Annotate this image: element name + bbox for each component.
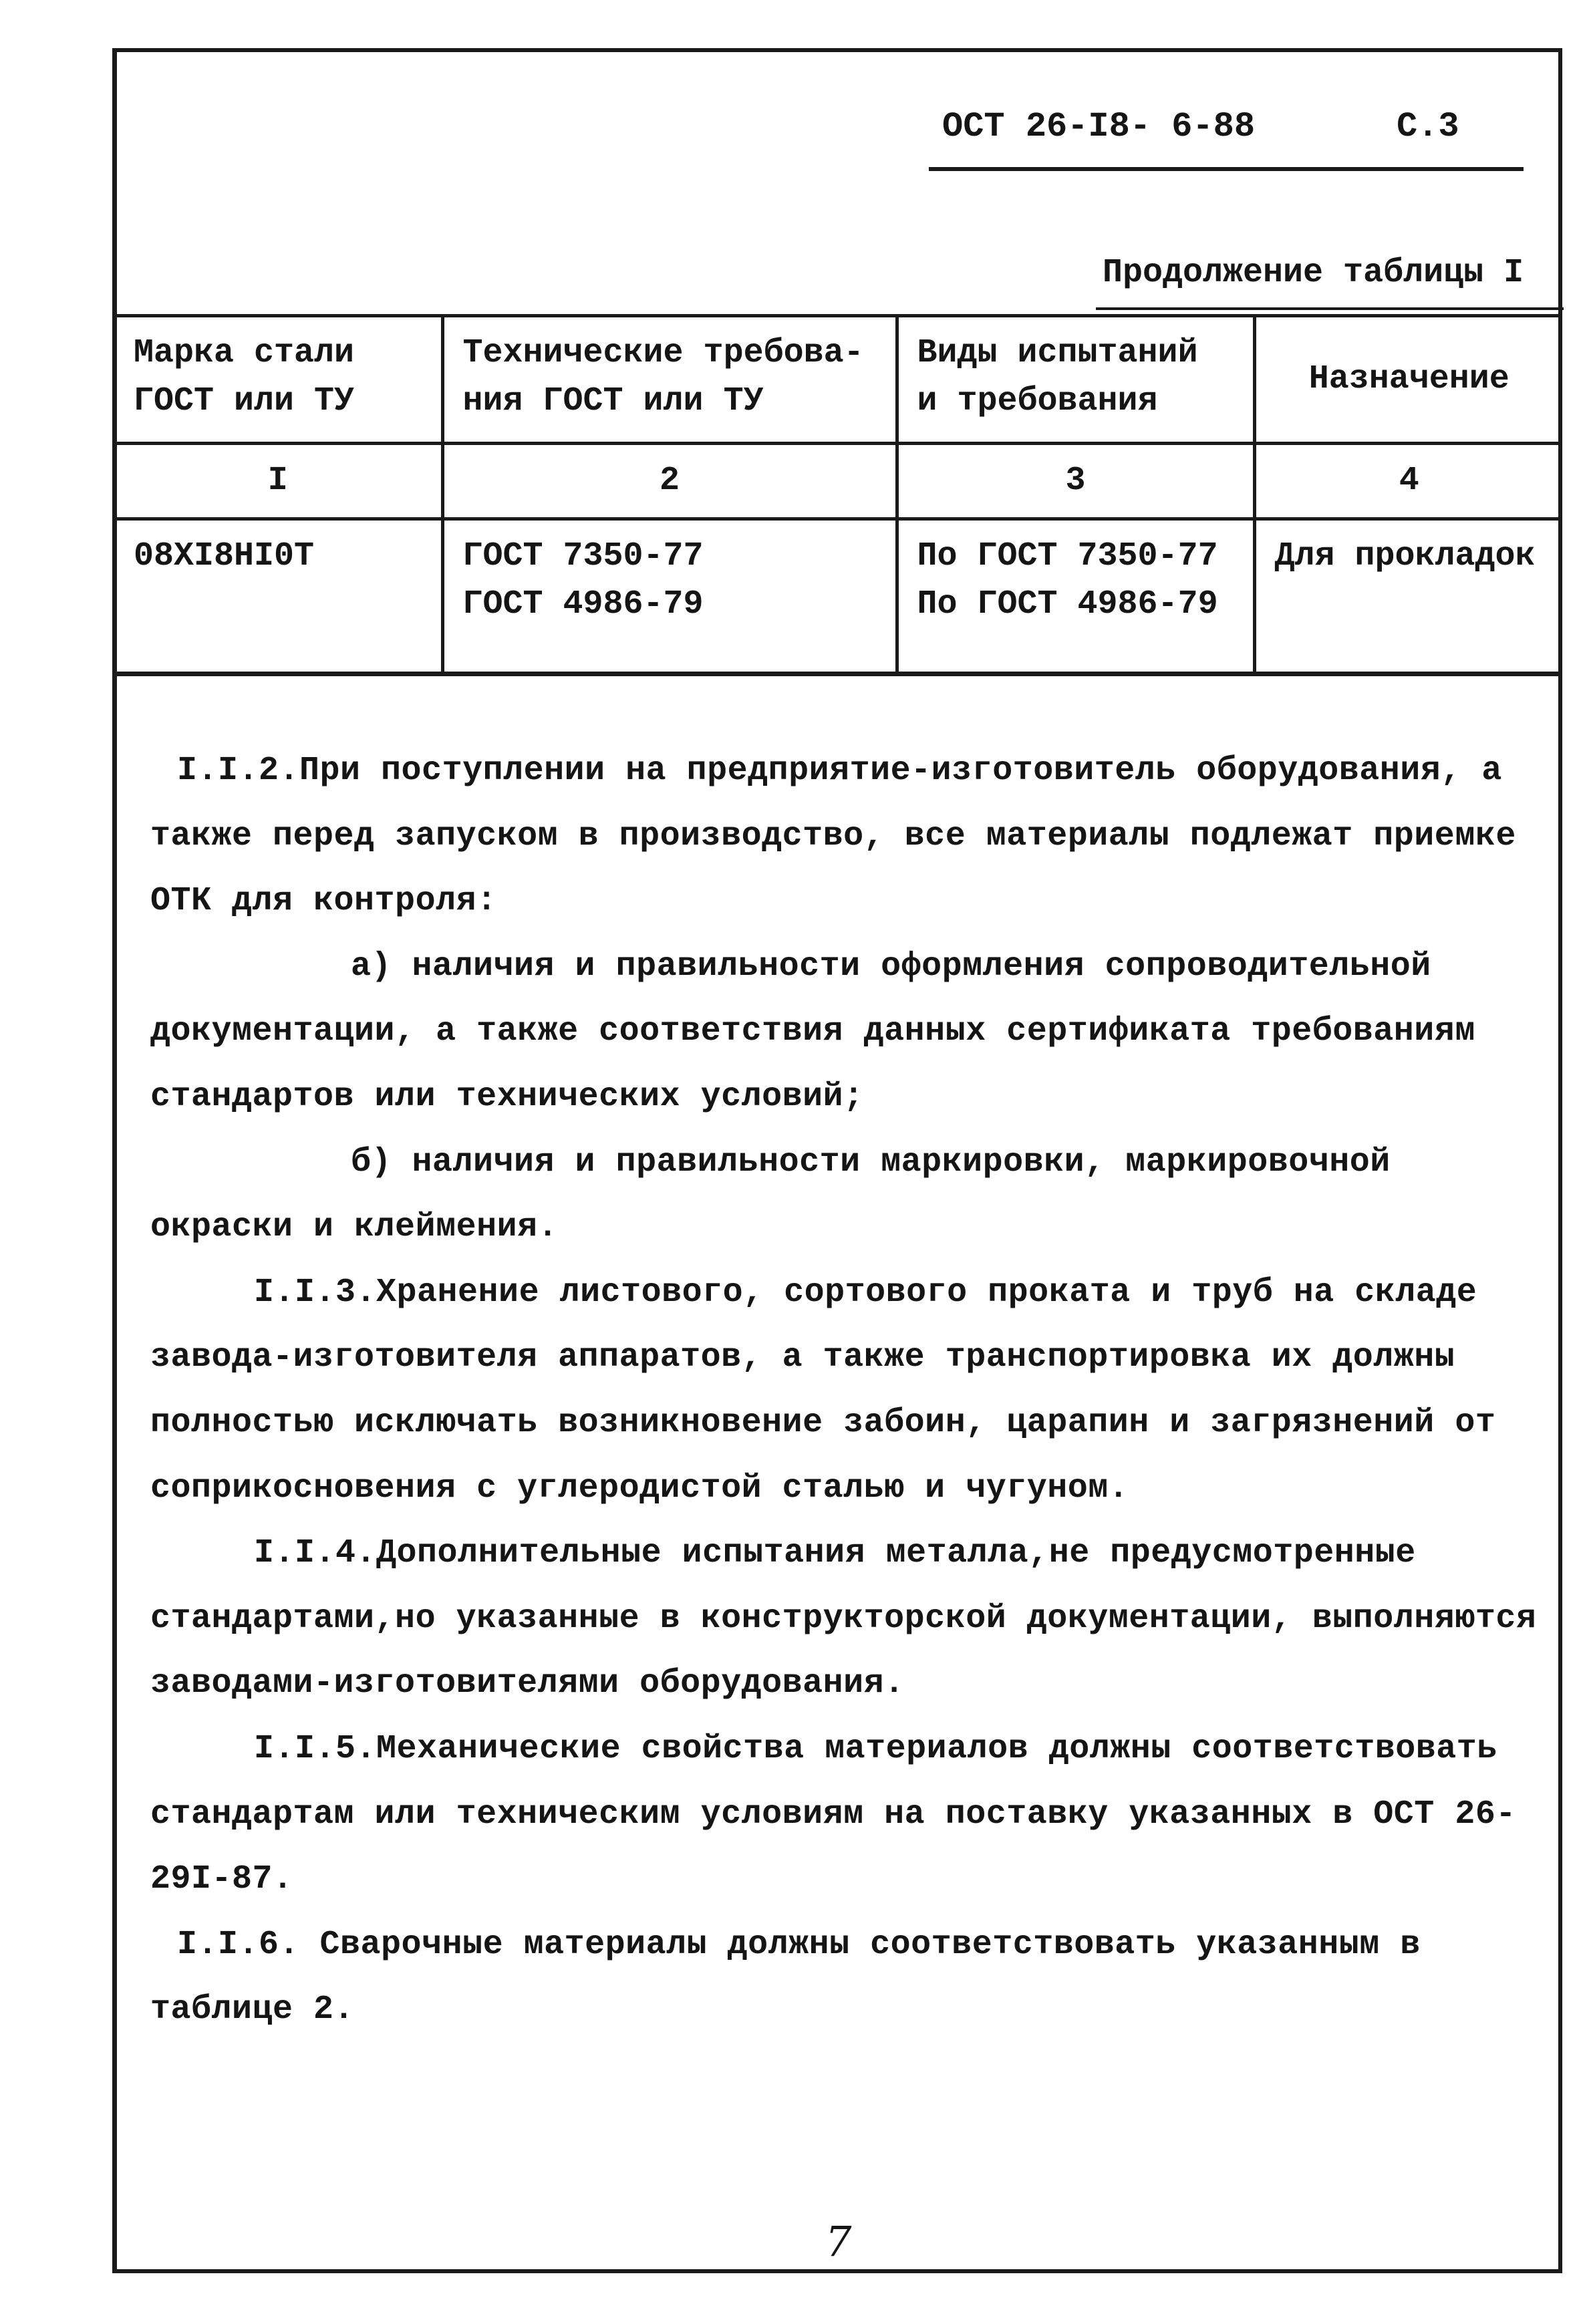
paragraph-1-1-5: I.I.5.Механические свойства материалов должны соответствовать стандартам или техническим условиям на поставку указанных в ОСТ 26-29I-87. — [150, 1729, 1516, 1899]
page-number: С.3 — [1397, 107, 1459, 146]
handwritten-page-number: 7 — [825, 2217, 852, 2266]
header-steel-grade: Марка стали ГОСТ или ТУ — [115, 316, 442, 444]
cell-gost: ГОСТ 7350-77 ГОСТ 4986-79 — [442, 519, 897, 674]
paragraph-1-1-4: I.I.4.Дополнительные испытания металла,не предусмотренные стандартами,но указанные в конструкторской документации, выполняются заводами-изготовителями оборудования. — [150, 1534, 1537, 1703]
header-rule — [929, 167, 1524, 171]
table-caption: Продолжение таблицы I — [1103, 254, 1524, 292]
header-test-types: Виды испытаний и требования — [897, 316, 1254, 444]
column-number: 2 — [442, 444, 897, 519]
paragraph-item-b: б) наличия и правильности маркировки, маркировочной окраски и клеймения. — [150, 1143, 1391, 1247]
column-number: I — [115, 444, 442, 519]
table-column-numbers — [115, 444, 1562, 519]
table-header-row — [115, 316, 1562, 444]
header-tech-requirements: Технические требова- ния ГОСТ или ТУ — [442, 316, 897, 444]
caption-rule — [1096, 307, 1564, 310]
paragraph-1-1-3: I.I.3.Хранение листового, сортового проката и труб на складе завода-изготовителя аппаратов, а также транспортировка их должны полностью исключать возникновение забоин, царапин и загрязнений от соприкосновения с углеродистой сталью и чугуном. — [150, 1273, 1496, 1507]
table-row — [115, 519, 1562, 674]
column-number: 4 — [1254, 444, 1562, 519]
paragraph-1-1-2: I.I.2.При поступлении на предприятие-изготовитель оборудования, а также перед запуском в производство, все материалы подлежат приемке ОТК для контроля: — [150, 752, 1516, 921]
cell-steel-grade: 08XI8HI0T — [115, 519, 442, 674]
paragraph-1-1-6: I.I.6. Сварочные материалы должны соответствовать указанным в таблице 2. — [150, 1925, 1421, 2029]
body-text — [150, 738, 1547, 2043]
cell-tests: По ГОСТ 7350-77 По ГОСТ 4986-79 — [897, 519, 1254, 674]
steel-spec-table — [115, 314, 1562, 676]
column-number: 3 — [897, 444, 1254, 519]
paragraph-item-a: а) наличия и правильности оформления сопроводительной документации, а также соответствия данных сертификата требованиям стандартов или технических условий; — [150, 947, 1475, 1116]
document-code: ОСТ 26-I8- 6-88 — [942, 107, 1256, 146]
cell-purpose: Для прокладок — [1254, 519, 1562, 674]
header-purpose: Назначение — [1254, 316, 1562, 444]
